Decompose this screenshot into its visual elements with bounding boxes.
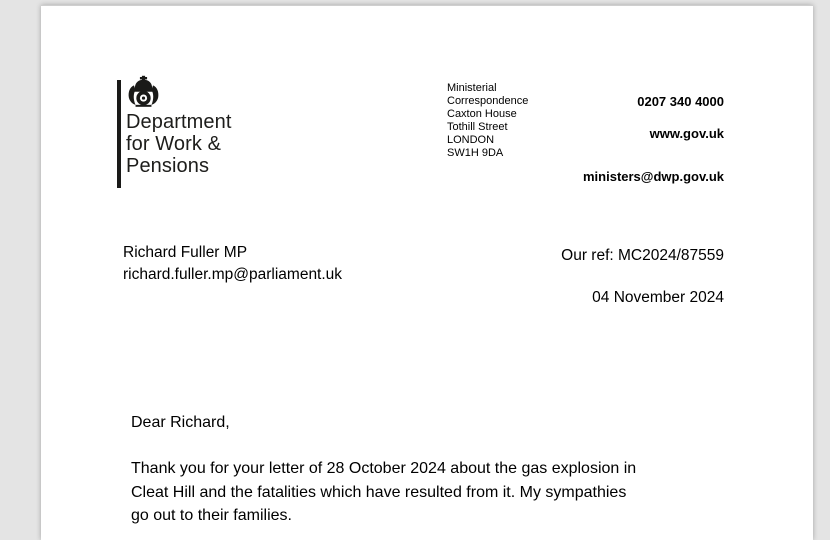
reference-number: Our ref: MC2024/87559 [561, 247, 724, 264]
sender-address [447, 82, 528, 160]
body-line: Thank you for your letter of 28 October 2024 about the gas explosion in [131, 460, 637, 477]
royal-crest-icon [126, 75, 161, 110]
letter-date: 04 November 2024 [592, 289, 724, 306]
body-line: Cleat Hill and the fatalities which have resulted from it. My sympathies [131, 483, 627, 501]
sender-email: ministers@dwp.gov.uk [582, 169, 724, 184]
address-line: LONDON [447, 134, 495, 146]
address-line: Tothill Street [447, 121, 508, 133]
logo-line: Pensions [126, 155, 210, 177]
address-line: Correspondence [447, 95, 529, 107]
sender-phone: 0207 340 4000 [637, 94, 724, 109]
address-line: Ministerial [447, 82, 497, 94]
recipient-name: Richard Fuller MP [123, 244, 248, 261]
dwp-logo-wordmark [126, 111, 232, 177]
address-line: Caxton House [447, 108, 517, 120]
body-paragraph [131, 457, 636, 528]
logo-line: for Work & [126, 133, 222, 155]
body-line: go out to their families. [131, 507, 292, 524]
dwp-logo-bar [117, 80, 121, 188]
address-line: SW1H 9DA [447, 147, 504, 159]
recipient-block [123, 242, 342, 286]
letter-page [41, 5, 813, 540]
sender-website: www.gov.uk [649, 126, 724, 141]
recipient-email: richard.fuller.mp@parliament.uk [123, 266, 343, 283]
salutation: Dear Richard, [131, 414, 230, 431]
logo-line: Department [126, 111, 232, 133]
